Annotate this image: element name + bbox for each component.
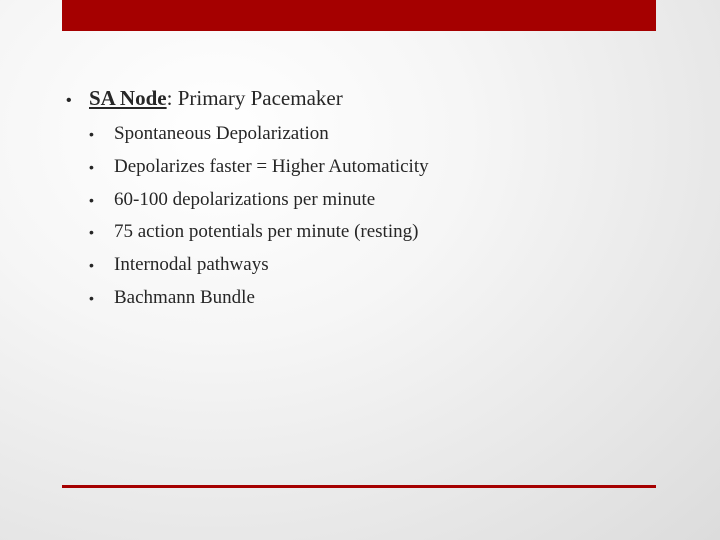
sub-bullet xyxy=(62,118,662,151)
bottom-accent-rule xyxy=(62,485,656,488)
bullet-icon: • xyxy=(89,257,94,274)
sub-bullet xyxy=(62,282,662,315)
main-bullet-term: SA Node xyxy=(89,86,167,110)
sub-bullet-text: Bachmann Bundle xyxy=(114,286,255,308)
bullet-icon: • xyxy=(89,191,94,208)
sub-bullet-text: Spontaneous Depolarization xyxy=(114,123,329,144)
sub-bullet xyxy=(62,249,662,282)
bullet-icon: • xyxy=(89,289,94,306)
sub-bullet xyxy=(62,151,662,184)
sub-bullet-text: Depolarizes faster = Higher Automaticity xyxy=(114,155,429,177)
main-bullet-rest: : Primary Pacemaker xyxy=(166,86,343,110)
main-bullet-text xyxy=(89,84,343,112)
sub-bullet-list xyxy=(62,118,662,315)
sub-bullet-text: Internodal pathways xyxy=(114,254,269,276)
bullet-icon: • xyxy=(89,158,94,175)
main-bullet xyxy=(62,84,662,115)
bullet-icon: • xyxy=(89,126,94,142)
sub-bullet-text: 60-100 depolarizations per minute xyxy=(114,188,376,210)
sub-bullet xyxy=(62,184,662,217)
slide-content xyxy=(62,84,662,315)
sub-bullet xyxy=(62,216,662,249)
bullet-icon: • xyxy=(89,224,94,241)
bullet-icon: • xyxy=(66,92,72,109)
sub-bullet-text: 75 action potentials per minute (resting) xyxy=(114,221,419,243)
top-accent-bar xyxy=(62,0,656,31)
